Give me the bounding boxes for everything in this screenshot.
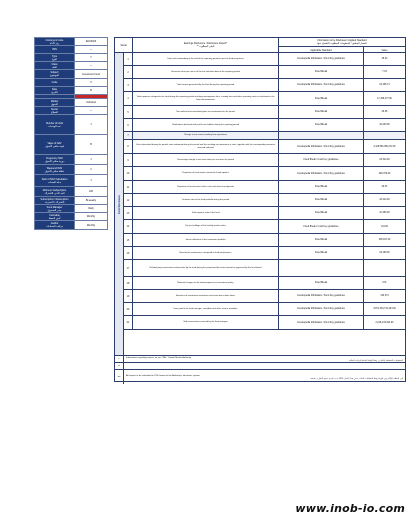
row-number: 2 [124, 66, 133, 78]
row-standard: Fixed Break [279, 66, 364, 78]
info-row [35, 115, 107, 135]
table-row [124, 140, 405, 154]
info-label-en: ISIN [52, 48, 57, 51]
row-value: 7.33 [382, 71, 387, 73]
table-row [124, 167, 405, 181]
row-description: Units subscribed during the period, units redeemed during the period and the resulting net movement in units, together with the corresponding amounts received and paid [133, 140, 279, 153]
row-standard: Fixed Break / Fund Key guidelines [279, 220, 364, 233]
table-row [124, 277, 405, 290]
info-value: — [75, 107, 107, 114]
info-value: 1 [75, 115, 107, 134]
info-label [35, 99, 75, 106]
info-label [35, 46, 75, 53]
info-row [35, 70, 107, 79]
info-label [35, 95, 75, 98]
info-value: Investment Fund [75, 70, 107, 78]
info-label [35, 165, 75, 174]
info-row [35, 197, 107, 205]
row-standard: Fixed Break / Fund Key guidelines [279, 154, 364, 166]
info-label-ar: أمين الحفظ [48, 216, 61, 220]
table-row [124, 220, 405, 234]
info-label-ar: بداية الحساب [47, 180, 62, 184]
info-row [35, 79, 107, 87]
info-label-ar: الحد الأدنى للاشتراك [44, 191, 65, 195]
row-number: 4 [124, 92, 133, 105]
row-number: 14 [124, 220, 133, 233]
row-value: 43,414.00 [379, 199, 390, 201]
info-label-ar: قيمة صافي الأصول [45, 144, 64, 148]
row-number: 3 [124, 79, 133, 91]
row-standard: Fixed Break [279, 181, 364, 193]
row-number: 17 [124, 260, 133, 276]
info-label-ar: القطاع [51, 110, 58, 114]
row-value: 348,379.00 [378, 172, 391, 175]
table-footer [115, 355, 405, 383]
header-subcolumns [279, 46, 405, 53]
info-value: T [75, 54, 107, 61]
row-standard [279, 132, 364, 139]
row-standard: Fixed Break [279, 92, 364, 105]
row-standard: Investopedia Publication / Fund Key guidelines [279, 316, 364, 329]
row-description: Total expenses charged to the fund during the reporting period including management fees, custody fees and other operating costs as disclosed in the financial statements [133, 92, 279, 105]
info-row [35, 38, 107, 46]
row-number: 5 [124, 106, 133, 118]
row-number: 7 [124, 132, 133, 139]
row-value [364, 260, 405, 276]
info-label-en: Number of Units [45, 121, 64, 125]
table-row [124, 194, 405, 207]
row-description: Fees paid to the fund manager, custodian and other service providers [133, 303, 279, 315]
info-label-en: Subject [50, 71, 59, 74]
row-description: Proportion of fund assets invested in listed equities [133, 167, 279, 180]
info-label-ar: الموضوع [50, 74, 59, 77]
disclosure-table [114, 37, 406, 382]
info-label-ar: الفئة [52, 65, 57, 69]
info-label-en: Type [51, 54, 58, 58]
info-label-en: Minimum Subscription [42, 188, 67, 192]
info-value: Unlimited [75, 99, 107, 106]
row-value: 2,018,133,344.00 [375, 321, 394, 324]
header-item: Earnings Disclosure / Disclosure Report* ** البيان المطلوب [133, 38, 279, 52]
info-value: B [75, 87, 107, 94]
table-row [124, 181, 405, 194]
info-value: 1 [75, 175, 107, 186]
info-label-ar: السوق [51, 102, 58, 106]
info-row [35, 165, 107, 175]
row-description: Sector allocation of the investment portfolio [133, 234, 279, 246]
footer-note [115, 356, 405, 363]
info-label-en: Weekend NAV [46, 166, 63, 170]
info-label-en: Market [50, 99, 59, 103]
footer-marker: * [115, 356, 124, 362]
row-description: Material changes to the fund prospectus or investment policy [133, 277, 279, 289]
row-description: Benchmark performance compared to fund performance [133, 247, 279, 259]
row-description: Top ten holdings of the fund by market value [133, 220, 279, 233]
info-label-en: Sector [51, 107, 58, 111]
info-label-ar: دورية صافي الأصول [44, 159, 65, 163]
info-label-ar: عطلة صافي الأصول [44, 169, 65, 173]
info-value: — [75, 62, 107, 69]
info-value [75, 95, 107, 98]
info-value: — [75, 46, 107, 53]
footer-marker: ** [115, 363, 124, 369]
footer-text [124, 370, 405, 384]
info-label [35, 107, 75, 114]
row-value: 3,871,334,731,434.00 [373, 308, 396, 310]
row-number: 1 [124, 53, 133, 65]
row-standard: Fixed Break [279, 234, 364, 246]
header-serial: Serial [115, 38, 133, 52]
info-label-en: Start of NAV Calculation [41, 177, 68, 181]
header-requirement: Information to be Disclosed / Applied Standard المعيار المطبق / المعلومات المطلوب الإفصاح عنها [317, 39, 367, 45]
footer-text-ar: المعلومات المتعلقة بالتقارير وفقا للهيئة العامة للرقابة المالية [348, 359, 403, 362]
info-value: EGS3023 [75, 38, 107, 45]
row-standard: Fixed Break [279, 247, 364, 259]
info-row [35, 187, 107, 197]
info-label [35, 213, 75, 220]
info-row [35, 221, 107, 229]
info-row [35, 155, 107, 165]
info-value: 2 [75, 165, 107, 174]
table-rows [124, 53, 405, 330]
info-row [35, 46, 107, 54]
row-value: 23,314.00 [379, 159, 390, 161]
row-description: Change in net assets resulting from operations [133, 132, 279, 139]
row-value: 133,374 [380, 295, 389, 297]
info-value: Daily [75, 205, 107, 212]
row-description: Turnover ratio of the fund portfolio during the period [133, 194, 279, 206]
footer-text-en: All reports to be submitted in PDF format to the Authority's electronic system [126, 374, 200, 377]
table-header [115, 38, 405, 53]
table-row [124, 316, 405, 330]
table-row [124, 290, 405, 303]
info-row [35, 99, 107, 107]
table-row [124, 119, 405, 132]
row-value: 17,159,377.00 [377, 97, 392, 100]
info-label [35, 79, 75, 86]
info-label-en: Instrument Code [45, 38, 64, 42]
info-label-ar: التاريخ [51, 90, 58, 94]
info-label-ar: النوع [52, 57, 57, 61]
info-label-ar: رمز الأداة [49, 41, 60, 45]
row-number: 13 [124, 207, 133, 219]
info-label-en: Frequency NAV [46, 156, 63, 160]
row-number: 12 [124, 194, 133, 206]
row-description: Net asset value per unit as of the last valuation date of the reporting period [133, 66, 279, 78]
info-label [35, 135, 75, 154]
row-value [364, 132, 405, 139]
fund-info-panel [34, 37, 108, 230]
row-value: 23,105.74 [379, 84, 390, 86]
footer-text [124, 363, 405, 369]
row-standard: Fixed Break [279, 119, 364, 131]
info-label-en: Code [51, 81, 58, 84]
info-label [35, 175, 75, 186]
info-row [35, 107, 107, 115]
table-row [124, 247, 405, 260]
row-number: 20 [124, 303, 133, 315]
row-standard: Fixed Break [279, 277, 364, 289]
row-value: 211.00 [381, 225, 388, 228]
info-label [35, 187, 75, 196]
info-value: 1 [75, 155, 107, 164]
table-row [124, 234, 405, 247]
row-value: N/A [382, 282, 387, 284]
row-standard: Investopedia Publication / Fund Key guidelines [279, 79, 364, 91]
footer-text-en: Information regarding reports as per CBE / Capital Market Authority [126, 356, 192, 359]
row-number: 8 [124, 140, 133, 153]
row-description: Percentage change in net asset value per unit over the period [133, 154, 279, 166]
table-row [124, 260, 405, 277]
info-label [35, 70, 75, 78]
row-standard [279, 260, 364, 276]
info-label [35, 221, 75, 229]
table-row [124, 132, 405, 140]
table-row [124, 154, 405, 167]
info-label [35, 87, 75, 94]
info-row [35, 213, 107, 221]
row-value: 305,817.00 [378, 239, 391, 241]
info-label-en: Custodian [49, 213, 60, 217]
row-standard: Investopedia Publication / Fund Key guidelines [279, 140, 364, 153]
info-label [35, 197, 75, 204]
row-standard: Fixed Break [279, 207, 364, 219]
info-row [35, 54, 107, 62]
info-label [35, 38, 75, 45]
row-description: Total expense ratio of the fund [133, 207, 279, 219]
info-label-ar: مدير الصندوق [47, 208, 62, 212]
row-value: 4,118,503,350,372.00 [373, 145, 396, 148]
info-label-ar: مراقب الحسابات [46, 225, 63, 228]
watermark: www.inob-io.com [295, 502, 405, 515]
row-number: 15 [124, 234, 133, 246]
info-label-ar: الاشتراك / الاسترداد [44, 200, 65, 204]
table-row [124, 92, 405, 106]
side-label: Fund Disclosure [115, 53, 124, 355]
info-row [35, 205, 107, 213]
table-row [124, 106, 405, 119]
row-number: 6 [124, 119, 133, 131]
row-number: 11 [124, 181, 133, 193]
info-label-en: Auditor [50, 222, 59, 225]
footer-text [124, 356, 405, 362]
row-description: Distributions declared and paid to unit holders during the reporting period [133, 119, 279, 131]
header-applicable-standard: Applicable Standard [279, 47, 364, 53]
table-body [115, 53, 405, 355]
row-value: 23,193.00 [379, 252, 390, 254]
info-label [35, 115, 75, 134]
document-sheet [34, 37, 406, 382]
info-label-en: Fund Manager [46, 205, 63, 209]
row-standard: Investopedia Publication / Fund Key guidelines [279, 303, 364, 315]
table-row [124, 53, 405, 66]
info-label-en: Class [51, 62, 58, 66]
row-description: Related party transactions entered into by the fund during the period and the terms thereof as approved by the fund board [133, 260, 279, 276]
row-description: Soft commissions received by the fund manager [133, 316, 279, 329]
row-standard: Investopedia Publication / Fund Key guidelines [279, 53, 364, 65]
info-value: Bi-weekly [75, 197, 107, 204]
row-number: 10 [124, 167, 133, 180]
info-label-en: Value of NAV [47, 141, 62, 145]
row-description: Breaches of investment restrictions and corrective actions taken [133, 290, 279, 302]
info-label-en: Subscription / Redemption [40, 197, 69, 201]
row-description: Total units outstanding at the end of the reporting period as per the fund prospectus [133, 53, 279, 65]
info-value: Monthly [75, 213, 107, 220]
info-row [35, 62, 107, 70]
info-label-en: Date [51, 87, 58, 91]
footer-note [115, 363, 405, 370]
row-value: 33.05 [381, 111, 388, 113]
row-description: Total income generated by the fund during the reporting period [133, 79, 279, 91]
row-description: Proportion of fund assets held in cash and short term deposits [133, 181, 279, 193]
footer-text-ar: يجب تقديم جميع التقارير بصيغة PDF إلى النظام الإلكتروني للهيئة وفقا للتعليمات الصادرة في هذا الشأن [310, 377, 403, 380]
row-standard: Investopedia Publication / Fund Key guidelines [279, 290, 364, 302]
info-row [35, 175, 107, 187]
info-label [35, 205, 75, 212]
row-value: 20.31 [381, 186, 388, 188]
info-value: Monthly [75, 221, 107, 229]
table-row [124, 66, 405, 79]
row-number: 19 [124, 290, 133, 302]
row-value: 34,233.00 [379, 124, 390, 126]
footer-marker: *** [115, 370, 124, 384]
info-label-ar: عدد الوحدات [48, 124, 61, 128]
info-row [35, 135, 107, 155]
row-number: 21 [124, 316, 133, 329]
table-row [124, 79, 405, 92]
row-value: 31,354.00 [379, 212, 390, 214]
info-row [35, 87, 107, 95]
row-description: Net realised and unrealised gains on investments for the period [133, 106, 279, 118]
info-label [35, 155, 75, 164]
row-standard: Fixed Break [279, 106, 364, 118]
footer-note [115, 370, 405, 384]
row-value: 45.24 [381, 58, 388, 60]
info-label [35, 54, 75, 61]
table-row [124, 207, 405, 220]
header-value: Value [381, 48, 388, 52]
info-value: B [75, 135, 107, 154]
row-standard: Investopedia Publication / Fund Key guidelines [279, 167, 364, 180]
info-value: 100 [75, 187, 107, 196]
row-standard: Fixed Break [279, 194, 364, 206]
info-label [35, 62, 75, 69]
row-number: 9 [124, 154, 133, 166]
table-row [124, 303, 405, 316]
row-number: 16 [124, 247, 133, 259]
row-number: 18 [124, 277, 133, 289]
info-value: 5 [75, 79, 107, 86]
